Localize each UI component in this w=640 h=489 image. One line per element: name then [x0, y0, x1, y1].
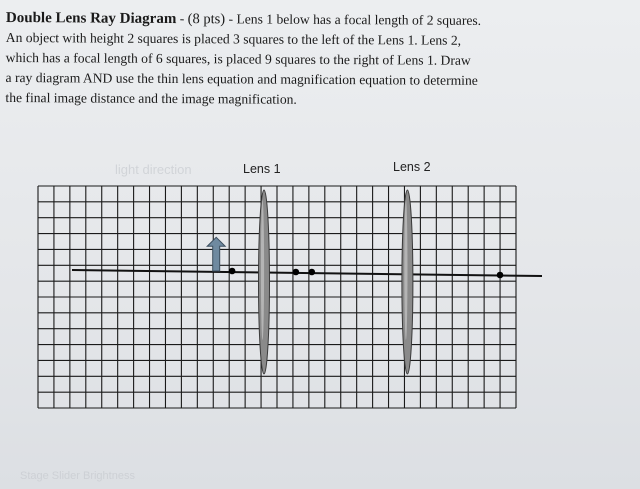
- lens-1-highlight: [261, 200, 264, 340]
- problem-line-3: which has a focal length of 6 squares, is placed 9 squares to the right of Lens 1. Draw: [5, 49, 471, 68]
- optical-axis: [72, 270, 542, 276]
- lens-2-focal-point-left: [309, 269, 316, 276]
- object-arrow-shape: [207, 237, 225, 271]
- problem-line-4: a ray diagram AND use the thin lens equation and magnification equation to determine: [5, 69, 478, 88]
- ghost-bottom-taskbar: Stage Slider Brightness: [20, 470, 135, 482]
- problem-title: Double Lens Ray Diagram: [5, 9, 177, 28]
- grid-lines: [38, 186, 516, 408]
- problem-line-1-rest: Lens 1 below has a focal length of 2 squares.: [236, 11, 482, 28]
- lens-1-label: Lens 1: [243, 162, 281, 176]
- lens-1-focal-point-left: [229, 268, 236, 275]
- object-arrow: [207, 237, 225, 271]
- lens-1-focal-point-right: [293, 269, 300, 276]
- problem-line-1: Double Lens Ray Diagram - (8 pts) - Lens 1 below has a focal length of 2 squares.: [5, 9, 482, 28]
- problem-points: (8 pts): [187, 11, 226, 28]
- problem-line-2: An object with height 2 squares is placed 3 squares to the left of the Lens 1. Lens 2,: [5, 29, 462, 48]
- lens-2-highlight: [404, 200, 407, 340]
- lens-2-label: Lens 2: [393, 160, 431, 174]
- lens-2-focal-point-right: [497, 272, 504, 279]
- problem-line-5: the final image distance and the image magnification.: [5, 89, 297, 107]
- lens-2: [402, 190, 413, 374]
- lens-1: [259, 190, 270, 374]
- ghost-light-direction: light direction: [115, 162, 192, 177]
